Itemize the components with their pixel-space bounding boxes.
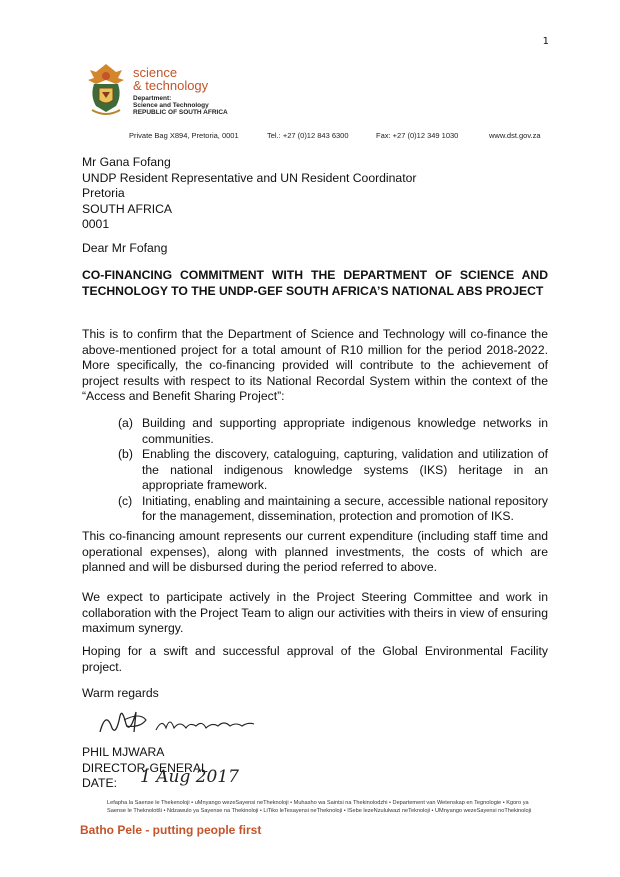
closing: Warm regards: [82, 686, 159, 700]
contact-fax: Fax: +27 (0)12 349 1030: [376, 131, 459, 140]
signer-title: DIRECTOR-GENERAL: [82, 760, 208, 775]
brand-name: [133, 66, 208, 92]
dept-title: Science and Technology: [133, 102, 209, 109]
address-line: 0001: [82, 217, 110, 231]
list-marker: (a): [118, 416, 133, 430]
subject-heading: CO-FINANCING COMMITMENT WITH THE DEPARTMENT OF SCIENCE AND TECHNOLOGY TO THE UNDP-GEF SOUTH AFRICA’S NATIONAL ABS PROJECT: [82, 268, 548, 298]
handwritten-signature: [96, 702, 266, 742]
paragraph-participation: We expect to participate actively in the Project Steering Committee and work in collaboration with the Project Team to align our activities with theirs in view of ensuring maximum synergy.: [82, 590, 548, 635]
address-line: Pretoria: [82, 186, 125, 200]
department-name: [133, 95, 228, 116]
list-item-text: Initiating, enabling and maintaining a secure, accessible national repository for the management, dissemination, protection and promotion of IKS.: [142, 493, 548, 523]
footer-slogan: Batho Pele - putting people first: [80, 823, 262, 837]
paragraph-expenditure: This co-financing amount represents our current expenditure (including staff time and operational expenses), along with planned investments, the costs of which are planned and will be disbursed during the period referred to above.: [82, 529, 548, 574]
handwritten-date: 1 Aug 2017: [140, 767, 239, 787]
list-item: [118, 447, 548, 494]
footer-languages: Lefapha la Saense le Thekenoloji • uMnyango wezeSayensi neTheknoloji • Muhasho wa Saintsi na Thekinolodzhi • Departement van Wetenskap en Tegnologie • Kgoro ya Saense le Theknolotši • Ndzawulo ya Sayense na Thekinoloji • LiTiko leTesayensi neTheknoloji • ISebe lezeNzululwazi neTeknoloji • UMnyango wezeSayensi noThekinoloji: [107, 800, 532, 814]
dept-country: REPUBLIC OF SOUTH AFRICA: [133, 109, 228, 116]
contact-website[interactable]: www.dst.gov.za: [489, 131, 541, 140]
signer-name: PHIL MJWARA: [82, 745, 165, 759]
brand-line-science: science: [133, 65, 178, 80]
list-item-text: Enabling the discovery, cataloguing, capturing, validation and utilization of the national indigenous knowledge systems (IKS) heritage in an appropriate framework.: [142, 447, 548, 492]
objectives-list: [118, 416, 548, 525]
list-item-text: Building and supporting appropriate indigenous knowledge networks in communities.: [142, 416, 548, 446]
salutation: Dear Mr Fofang: [82, 241, 168, 255]
dept-label: Department:: [133, 95, 172, 102]
address-line: Mr Gana Fofang: [82, 155, 171, 169]
coat-of-arms-logo: [84, 62, 128, 118]
list-item: [118, 494, 548, 525]
recipient-address: [82, 155, 416, 233]
brand-line-technology: & technology: [133, 78, 209, 93]
list-marker: (c): [118, 493, 133, 508]
list-item: [118, 416, 548, 447]
page-number: 1: [542, 36, 549, 47]
contact-phone: Tel.: +27 (0)12 843 6300: [267, 131, 349, 140]
paragraph-confirmation: This is to confirm that the Department of Science and Technology will co-finance the above-mentioned project for a total amount of R10 million for the period 2018-2022. More specifically, the co-financing provided will contribute to the achievement of project results with respect to its National Recordal System within the context of the “Access and Benefit Sharing Project”:: [82, 327, 548, 403]
address-line: SOUTH AFRICA: [82, 201, 173, 216]
contact-address: Private Bag X894, Pretoria, 0001: [129, 131, 239, 140]
paragraph-approval: Hoping for a swift and successful approval of the Global Environmental Facility project.: [82, 644, 548, 674]
list-marker: (b): [118, 447, 133, 461]
date-label: DATE:: [82, 776, 117, 790]
address-line: UNDP Resident Representative and UN Resident Coordinator: [82, 170, 417, 185]
